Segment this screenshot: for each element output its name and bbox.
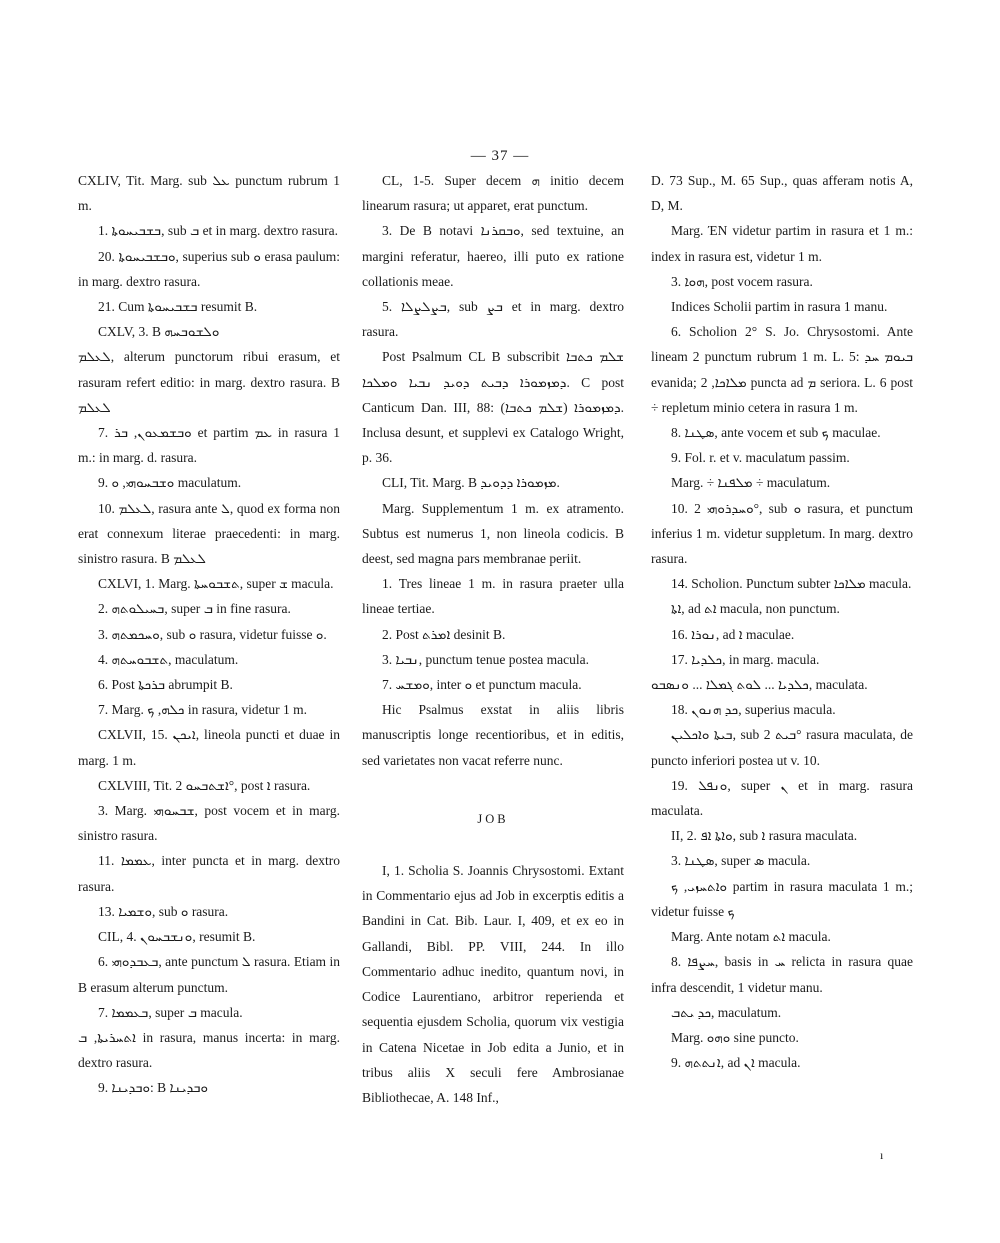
note-paragraph: 17. ܟܠܕܝܐ, in marg. macula. bbox=[671, 651, 820, 667]
note-paragraph: 8. ܚܨܦܐ, basis in ܚ relicta in rasura quae infra descendit, 1 videtur manu. bbox=[651, 954, 913, 995]
note-paragraph: CXLVI, 1. Marg. ܬܫܒܘܚܬܐ, super ܫ macula. bbox=[98, 576, 334, 592]
note-paragraph: Post Psalmum CL B subscribit ܫܠܡ ܟܬܒܐ ܕܡܙܡܘܪܐ ܕܒܝܬ ܕܘܝܕ ܢܒܝܐ ܘܡܠܟܐ. C post Canticum Dan. III, 88: (ܫܠܡ ܟܬܒܐ) ܕܡܙܡܘܪܐ. Inclusa desunt, et supplevi ex Catalogo Wright, p. 36. bbox=[362, 349, 625, 466]
note-paragraph: 10. ܠܥܠܡ, rasura ante ܠ, quod ex forma non erat connexum literae praecedenti: in marg. sinistro rasura. B ܠܥܠܡ bbox=[78, 500, 341, 567]
middle-column bbox=[362, 168, 624, 1110]
note-paragraph: 3. De B notavi ܘܒܩܪܢܐ, sed textuine, an margini referatur, haereo, illi puto ex ratione collationis meae. bbox=[362, 223, 624, 289]
note-paragraph: 3. Marg. ܫܒܚܘܗܝ, post vocem et in marg. sinistro rasura. bbox=[78, 803, 340, 844]
note-paragraph: 16. ܢܘܪܐ, ad ܐ maculae. bbox=[671, 626, 795, 642]
note-paragraph: 14. Scholion. Punctum subter ܡܠܐܟܐ macula. bbox=[671, 576, 912, 592]
note-paragraph: CXLVII, 15. ܐܝܟܢ, lineola puncti et duae in marg. 1 m. bbox=[78, 727, 340, 768]
note-paragraph: 9. ܐܢܬܬܗ, ad ܐܢ macula. bbox=[671, 1055, 801, 1071]
note-paragraph: 7. ܘܡܫܚ, inter ܘ et punctum macula. bbox=[382, 677, 582, 693]
note-paragraph: 1. ܒܫܒܝܚܘܬܐ, sub ܒ et in marg. dextro rasura. bbox=[98, 223, 339, 239]
note-paragraph: ܘܐܬܚܙܝ, ܟ partim in rasura maculata 1 m.; videtur fuisse ܟ bbox=[651, 878, 913, 919]
note-paragraph: 21. Cum ܒܫܒܝܚܘܬܐ resumit B. bbox=[98, 299, 258, 315]
note-paragraph: 7. ܒܥܡܡܐ, super ܒ macula. bbox=[98, 1004, 243, 1020]
note-paragraph: 3. ܣܛܢܐ, super ܣ macula. bbox=[671, 853, 811, 869]
section-heading: JOB bbox=[477, 811, 509, 826]
note-paragraph: 2. Post ܐܡܪܬ desinit B. bbox=[382, 626, 506, 642]
note-paragraph: 6. Post ܒܪܟܬܐ abrumpit B. bbox=[98, 677, 233, 693]
note-paragraph: 1. Tres lineae 1 m. in rasura praeter ulla lineae tertiae. bbox=[362, 576, 624, 617]
note-paragraph: 5. ܒܨܠܨܠܐ, sub ܒܨ et in marg. dextro rasura. bbox=[362, 299, 625, 340]
corner-mark: ı bbox=[880, 1148, 884, 1162]
note-paragraph: 19. ܘܢܦܠ, super ܢ et in marg. rasura maculata. bbox=[651, 777, 913, 819]
note-paragraph: 9. ܘܒܕܝܢܐ: B ܘܒܕܝܢܐ bbox=[98, 1080, 209, 1096]
note-paragraph: Indices Scholii partim in rasura 1 manu. bbox=[671, 299, 888, 315]
note-paragraph: Marg. Ante notam ܐܬ macula. bbox=[671, 929, 831, 945]
note-paragraph: ܟܕ ܝܬܒ, maculatum. bbox=[671, 1004, 782, 1020]
note-paragraph: 6. Scholion 2° S. Jo. Chrysostomi. Ante lineam 2 punctum rubrum 1 m. L. 5: ܒܝܘܡ ܚܕ evanida; ܡܠܐܟܐ, 2 puncta ad ܡ seriora. L. 6 post ÷ repletum minio cetera in rasura 1 m. bbox=[651, 324, 913, 415]
note-paragraph: CIL, 4. ܘܢܫܒܚܘܢ, resumit B. bbox=[98, 929, 256, 945]
note-paragraph: CL, 1-5. Super decem ܗ initio decem linearum rasura; ut apparet, erat punctum. bbox=[362, 173, 625, 214]
note-paragraph: CLI, Tit. Marg. B ܡܙܡܘܪܐ ܕܕܘܝܕ. bbox=[382, 475, 560, 491]
note-paragraph: Marg. ÷ ܡܠܦܢܐ ÷ maculatum. bbox=[671, 475, 831, 491]
note-paragraph: 9. Fol. r. et v. maculatum passim. bbox=[671, 450, 850, 466]
page-number: — 37 — bbox=[470, 148, 530, 164]
note-paragraph: 7. ܘܒܫܡܥܘܢ, ܒܪ et partim ܥܡ in rasura 1 m.: in marg. d. rasura. bbox=[78, 425, 341, 466]
note-paragraph: 20. ܘܒܫܒܝܚܘܬܐ, superius sub ܘ erasa paulum: in marg. dextro rasura. bbox=[78, 248, 340, 289]
note-paragraph: 3. ܗܘܐ, post vocem rasura. bbox=[671, 273, 813, 289]
note-paragraph: CXLVIII, Tit. ܐܫܬܒܚܘ 2°, post ܐ rasura. bbox=[98, 777, 311, 793]
note-paragraph: CXLV, 3. B ܘܠܫܘܒܚܗ bbox=[98, 324, 220, 340]
right-column bbox=[651, 168, 913, 1075]
note-paragraph: 10. ܘܚܕܪܘܗܝ 2°, sub ܘ rasura, et punctum inferius 1 m. videtur suppletum. In marg. dextro rasura. bbox=[651, 500, 914, 567]
note-paragraph: 3. ܢܒܝܐ, punctum tenue postea macula. bbox=[382, 651, 589, 667]
note-paragraph: 9. ܘܫܒܚܘܗܝ, ܘ maculatum. bbox=[98, 475, 242, 491]
left-column bbox=[78, 168, 340, 1101]
note-paragraph: 2. ܒܚܝܠܘܬܗ, super ܒ in fine rasura. bbox=[98, 601, 291, 617]
note-paragraph: D. 73 Sup., M. 65 Sup., quas afferam notis A, D, M. bbox=[651, 173, 913, 214]
note-paragraph: 7. Marg. ܟܠܗ, ܟ in rasura, videtur 1 m. bbox=[98, 702, 308, 718]
note-paragraph: 13. ܘܫܡܝܐ, sub ܘ rasura. bbox=[98, 903, 229, 919]
note-paragraph: 4. ܬܫܒܘܚܬܗ, maculatum. bbox=[98, 651, 239, 667]
note-paragraph: CXLIV, Tit. Marg. sub ܥܠ punctum rubrum 1 m. bbox=[78, 173, 340, 214]
note-paragraph: I, 1. Scholia S. Joannis Chrysostomi. Extant in Commentario ejus ad Job in excerptis editis a Bandini in Cat. Bib. Laur. I, 409, et ex eo in Gallandi, Bibl. PP. VIII, 244. In illo Commentario adhuc inedito, quantum novi, in Codice Laurentiano, arbitror reperienda et sequentia ejusdem Scholia, quorum vix vestigia in Catena Nicetae in Job edita a Junio, et in tribus aliis X seculi fere Ambrosianae Bibliothecae, A. 148 Inf., bbox=[362, 863, 624, 1105]
note-paragraph: 18. ܟܕ ܗܢܘܢ, superius macula. bbox=[671, 702, 836, 718]
note-paragraph: 6. ܒܥܒܕܘܗܝ, ante punctum ܠ rasura. Etiam in B erasum alterum punctum. bbox=[78, 954, 340, 995]
note-paragraph: ܠܥܠܡ, alterum punctorum ribui erasum, et rasuram refert editio: in marg. dextro rasura. B ܠܥܠܡ bbox=[78, 349, 340, 415]
note-paragraph: II, 2. ܘܐܬܐ ܐܦ, sub ܐ rasura maculata. bbox=[671, 828, 858, 844]
note-paragraph: 3. ܘܚܟܡܬܗ, sub ܘ rasura, videtur fuisse ܘ. bbox=[98, 626, 327, 642]
note-paragraph: ܒܝܬܐ ܘܐܟܠܝܢ, sub ܒܝܬ 2° rasura maculata, de puncto inferiori postea ut v. 10. bbox=[651, 727, 913, 768]
note-paragraph: Hic Psalmus exstat in aliis libris manuscriptis longe recentioribus, et in editis, sed varietates non vacat referre nunc. bbox=[362, 702, 624, 768]
note-paragraph: Marg. ΈΝ videtur partim in rasura et 1 m.: index in rasura est, videtur 1 m. bbox=[651, 223, 913, 264]
note-paragraph: ܟܠܕܝܐ ... ܠܘܬ ܓܡܠܐ ... ܘܢܣܒܘ, maculata. bbox=[651, 677, 868, 693]
note-paragraph: ܐܬܚܪܝܬܐ, ܒ in rasura, manus incerta: in marg. dextro rasura. bbox=[78, 1029, 340, 1071]
note-paragraph: Marg. ܘܗܘ sine puncto. bbox=[671, 1029, 799, 1045]
note-paragraph: 11. ܥܡܡܐ, inter puncta et in marg. dextro rasura. bbox=[78, 853, 341, 894]
note-paragraph: 8. ܣܛܢܐ, ante vocem et sub ܟ maculae. bbox=[671, 425, 881, 441]
note-paragraph: ܐܬܐ, ad ܐܬ macula, non punctum. bbox=[671, 601, 840, 617]
note-paragraph: Marg. Supplementum 1 m. ex atramento. Subtus est numerus 1, non lineola codicis. B deest, sed magna pars membranae periit. bbox=[362, 500, 624, 567]
